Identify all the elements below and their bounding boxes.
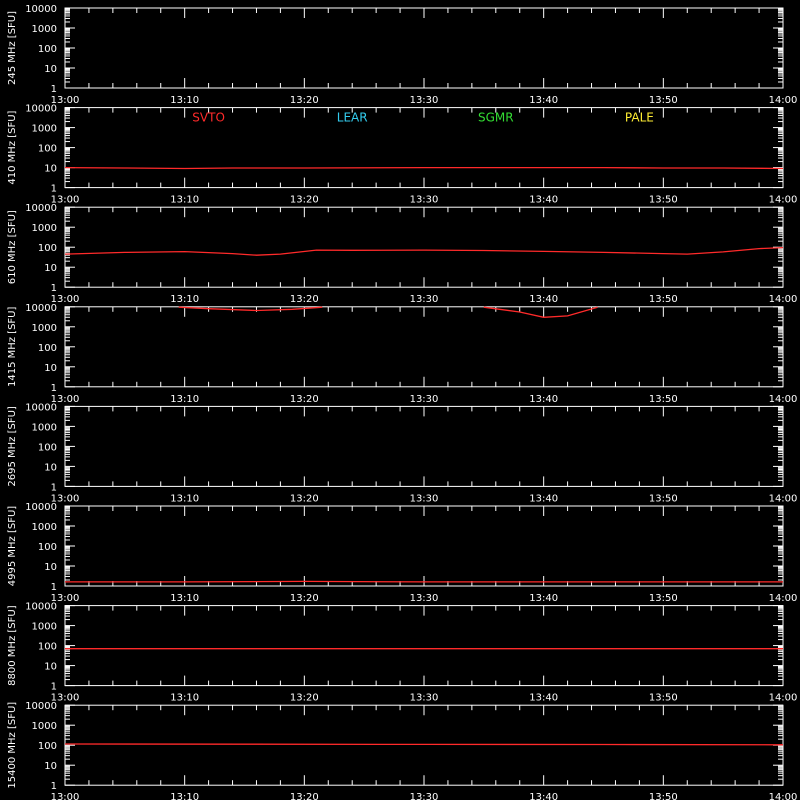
- y-tick-label: 1000: [31, 621, 57, 633]
- y-tick-label: 1: [50, 382, 57, 394]
- x-tick-label: 13:10: [170, 493, 200, 505]
- y-axis-label: 1415 MHz [SFU]: [7, 306, 18, 388]
- x-tick-label: 14:00: [768, 493, 798, 505]
- x-tick-label: 13:50: [648, 692, 678, 704]
- y-tick-label: 100: [37, 741, 57, 753]
- y-tick-label: 10000: [25, 502, 57, 513]
- x-tick-label: 13:20: [289, 95, 319, 106]
- x-tick-label: 13:10: [170, 692, 200, 704]
- x-tick-label: 13:30: [409, 692, 439, 704]
- y-tick-label: 100: [37, 342, 57, 354]
- legend-entry: LEAR: [336, 110, 368, 125]
- x-tick-label: 14:00: [768, 692, 798, 704]
- y-tick-label: 1: [50, 84, 57, 95]
- y-tick-label: 1: [50, 681, 57, 693]
- y-tick-label: 1000: [31, 322, 57, 334]
- legend-entry: SVTO: [192, 110, 225, 125]
- x-tick-label: 13:00: [50, 493, 80, 505]
- x-tick-label: 13:10: [170, 792, 200, 800]
- x-tick-label: 13:30: [409, 95, 439, 106]
- x-tick-label: 13:30: [409, 792, 439, 800]
- y-tick-label: 10000: [25, 103, 57, 115]
- x-tick-label: 13:10: [170, 593, 200, 604]
- y-tick-label: 1: [50, 283, 57, 295]
- x-tick-label: 13:00: [50, 692, 80, 704]
- y-axis-label: 8800 MHz [SFU]: [7, 605, 18, 686]
- x-tick-label: 13:40: [529, 393, 559, 405]
- x-tick-label: 13:40: [529, 294, 559, 306]
- y-tick-label: 10000: [25, 402, 57, 414]
- x-tick-label: 13:20: [289, 593, 319, 604]
- y-tick-label: 10000: [25, 203, 57, 215]
- x-tick-label: 13:30: [409, 393, 439, 405]
- x-tick-label: 13:50: [648, 194, 678, 206]
- y-tick-label: 10: [44, 163, 57, 175]
- x-tick-label: 13:20: [289, 493, 319, 505]
- y-tick-label: 10: [44, 562, 57, 573]
- y-tick-label: 1: [50, 582, 57, 593]
- x-tick-label: 13:00: [50, 792, 80, 800]
- x-tick-label: 13:40: [529, 692, 559, 704]
- x-tick-label: 13:50: [648, 294, 678, 306]
- y-tick-label: 10000: [25, 302, 57, 314]
- x-tick-label: 14:00: [768, 95, 798, 106]
- y-axis-label: 245 MHz [SFU]: [7, 10, 18, 86]
- y-axis-label: 610 MHz [SFU]: [7, 210, 18, 285]
- x-tick-label: 13:30: [409, 493, 439, 505]
- series-line: [65, 744, 783, 745]
- y-tick-label: 100: [37, 243, 57, 255]
- y-tick-label: 100: [37, 641, 57, 653]
- x-tick-label: 13:10: [170, 393, 200, 405]
- y-tick-label: 1: [50, 781, 57, 793]
- y-tick-label: 10: [44, 263, 57, 275]
- y-tick-label: 1000: [31, 223, 57, 235]
- x-tick-label: 13:20: [289, 194, 319, 206]
- x-tick-label: 13:20: [289, 393, 319, 405]
- x-tick-label: 13:50: [648, 393, 678, 405]
- x-tick-label: 14:00: [768, 593, 798, 604]
- y-tick-label: 10000: [25, 4, 57, 15]
- y-axis-label: 410 MHz [SFU]: [7, 110, 18, 185]
- legend-entry: SGMR: [477, 110, 514, 125]
- x-tick-label: 13:00: [50, 294, 80, 306]
- x-tick-label: 13:40: [529, 95, 559, 106]
- x-tick-label: 13:30: [409, 194, 439, 206]
- y-tick-label: 100: [37, 442, 57, 454]
- legend-entry: PALE: [624, 110, 654, 125]
- x-tick-label: 13:50: [648, 493, 678, 505]
- y-tick-label: 1000: [31, 522, 57, 533]
- x-tick-label: 14:00: [768, 792, 798, 800]
- y-tick-label: 1: [50, 482, 57, 494]
- x-tick-label: 13:00: [50, 593, 80, 604]
- y-tick-label: 10: [44, 64, 57, 75]
- y-tick-label: 100: [37, 542, 57, 553]
- y-tick-label: 10000: [25, 601, 57, 613]
- y-tick-label: 10: [44, 761, 57, 773]
- series-line: [65, 581, 783, 582]
- x-tick-label: 14:00: [768, 393, 798, 405]
- y-axis-label: 15400 MHz [SFU]: [7, 701, 18, 789]
- y-tick-label: 1000: [31, 123, 57, 135]
- y-axis-label: 4995 MHz [SFU]: [7, 505, 18, 587]
- x-tick-label: 13:40: [529, 593, 559, 604]
- y-tick-label: 1000: [31, 422, 57, 434]
- y-tick-label: 10: [44, 362, 57, 374]
- x-tick-label: 13:00: [50, 393, 80, 405]
- y-tick-label: 100: [37, 44, 57, 55]
- x-tick-label: 13:10: [170, 294, 200, 306]
- x-tick-label: 13:40: [529, 194, 559, 206]
- x-tick-label: 13:40: [529, 792, 559, 800]
- x-tick-label: 13:30: [409, 294, 439, 306]
- x-tick-label: 13:50: [648, 95, 678, 106]
- x-tick-label: 13:20: [289, 294, 319, 306]
- x-tick-label: 13:10: [170, 194, 200, 206]
- y-tick-label: 1000: [31, 24, 57, 35]
- y-tick-label: 10: [44, 661, 57, 673]
- x-tick-label: 14:00: [768, 294, 798, 306]
- y-tick-label: 1: [50, 183, 57, 195]
- y-tick-label: 100: [37, 143, 57, 155]
- x-tick-label: 13:40: [529, 493, 559, 505]
- y-axis-label: 2695 MHz [SFU]: [7, 406, 18, 487]
- x-tick-label: 13:50: [648, 593, 678, 604]
- x-tick-label: 14:00: [768, 194, 798, 206]
- x-tick-label: 13:30: [409, 593, 439, 604]
- y-tick-label: 1000: [31, 721, 57, 733]
- x-tick-label: 13:00: [50, 95, 80, 106]
- x-tick-label: 13:10: [170, 95, 200, 106]
- x-tick-label: 13:20: [289, 692, 319, 704]
- x-tick-label: 13:00: [50, 194, 80, 206]
- x-tick-label: 13:20: [289, 792, 319, 800]
- y-tick-label: 10000: [25, 701, 57, 713]
- y-tick-label: 10: [44, 462, 57, 474]
- x-tick-label: 13:50: [648, 792, 678, 800]
